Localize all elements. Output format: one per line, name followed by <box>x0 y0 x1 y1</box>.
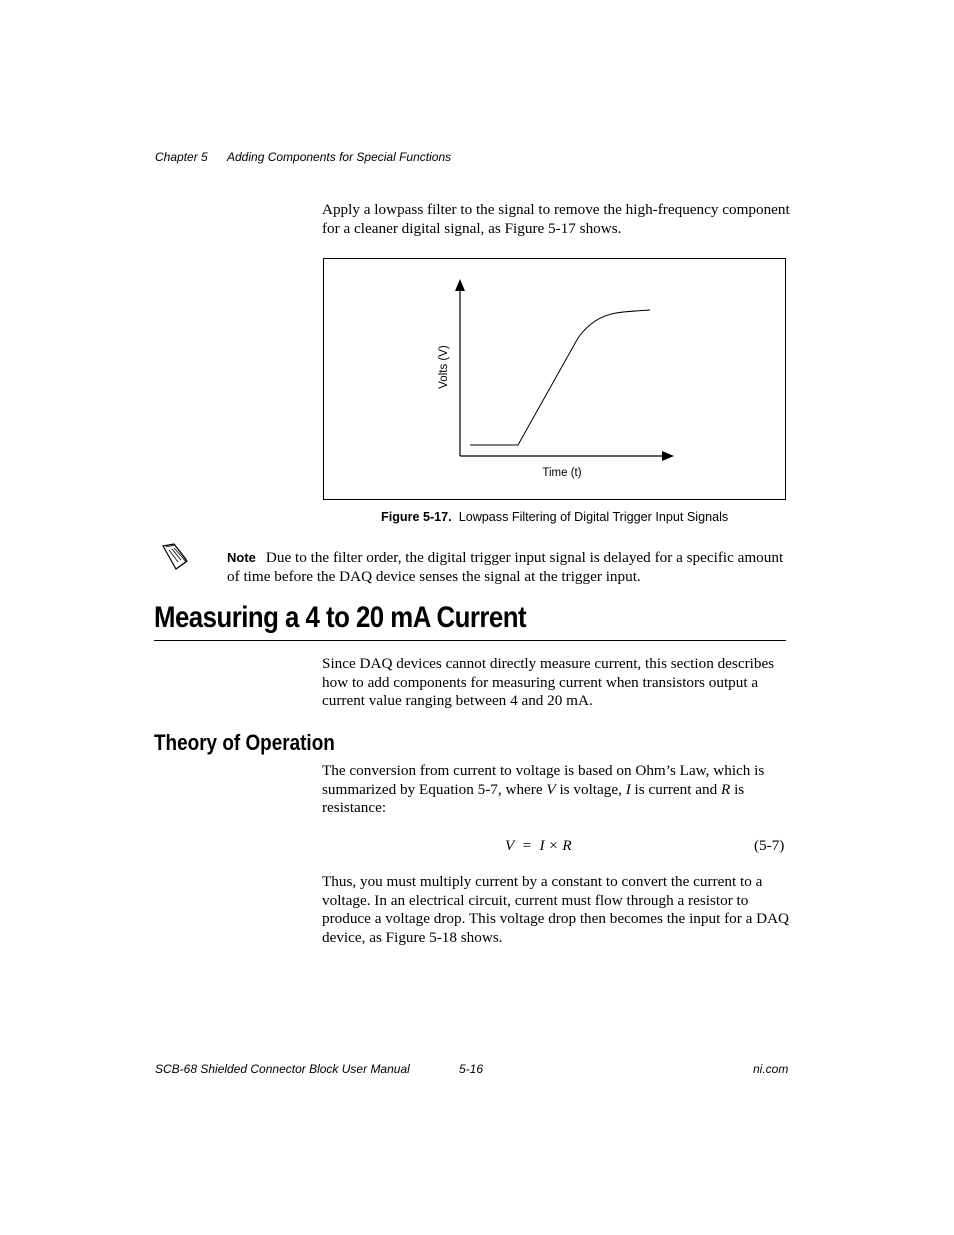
conversion-paragraph: Thus, you must multiply current by a constant to convert the current to a voltage. In an electrical circuit, current must flow through a resistor to produce a voltage drop. This voltage drop then becomes the input for a DAQ device, as Figure 5-18 shows. <box>322 873 790 946</box>
note-label: Note <box>227 550 256 565</box>
caption-label: Figure 5-17. <box>381 510 452 524</box>
y-axis-arrow <box>455 279 465 291</box>
figure-5-17 <box>323 258 786 500</box>
symbol-v: V <box>546 780 556 798</box>
intro-paragraph: Apply a lowpass filter to the signal to remove the high-frequency component for a cleaner digital signal, as Figure 5-17 shows. <box>322 201 790 237</box>
subsection-heading: Theory of Operation <box>154 730 335 755</box>
theory-text-3: is current and <box>630 780 721 798</box>
theory-text-2: is voltage, <box>555 780 626 798</box>
symbol-r: R <box>721 780 731 798</box>
signal-diagram <box>324 259 785 499</box>
section-rule <box>154 640 786 641</box>
equation-number: (5-7) <box>754 837 785 854</box>
running-header <box>155 150 452 164</box>
footer-website: ni.com <box>753 1062 789 1076</box>
footer-page-number: 5-16 <box>459 1062 484 1076</box>
chapter-label: Chapter 5 <box>155 150 208 164</box>
note-icon <box>160 542 192 577</box>
chapter-title: Adding Components for Special Functions <box>227 150 452 164</box>
theory-text-1: The conversion from current to voltage is based on Ohm’s Law, which is summarized by Equation 5-7, where <box>322 762 765 798</box>
note-text: Due to the filter order, the digital trigger input signal is delayed for a specific amount of time before the DAQ device senses the signal at the trigger input. <box>227 549 784 585</box>
y-axis-label: Volts (V) <box>438 345 450 389</box>
x-axis-arrow <box>662 451 674 461</box>
note-block <box>227 549 793 586</box>
footer-manual-title: SCB-68 Shielded Connector Block User Manual <box>155 1062 410 1076</box>
section-paragraph: Since DAQ devices cannot directly measure current, this section describes how to add components for measuring current when transistors output a current value ranging between 4 and 20 mA. <box>322 655 775 710</box>
theory-text-4: is resistance: <box>322 780 745 817</box>
ohms-law-equation: V = I × R <box>505 837 572 854</box>
caption-text: Lowpass Filtering of Digital Trigger Input Signals <box>458 510 729 524</box>
section-heading: Measuring a 4 to 20 mA Current <box>154 601 527 634</box>
theory-paragraph <box>322 762 792 818</box>
symbol-i: I <box>625 780 631 798</box>
filtered-signal-curve <box>470 310 650 445</box>
x-axis-label: Time (t) <box>542 467 582 479</box>
figure-caption <box>381 510 728 524</box>
